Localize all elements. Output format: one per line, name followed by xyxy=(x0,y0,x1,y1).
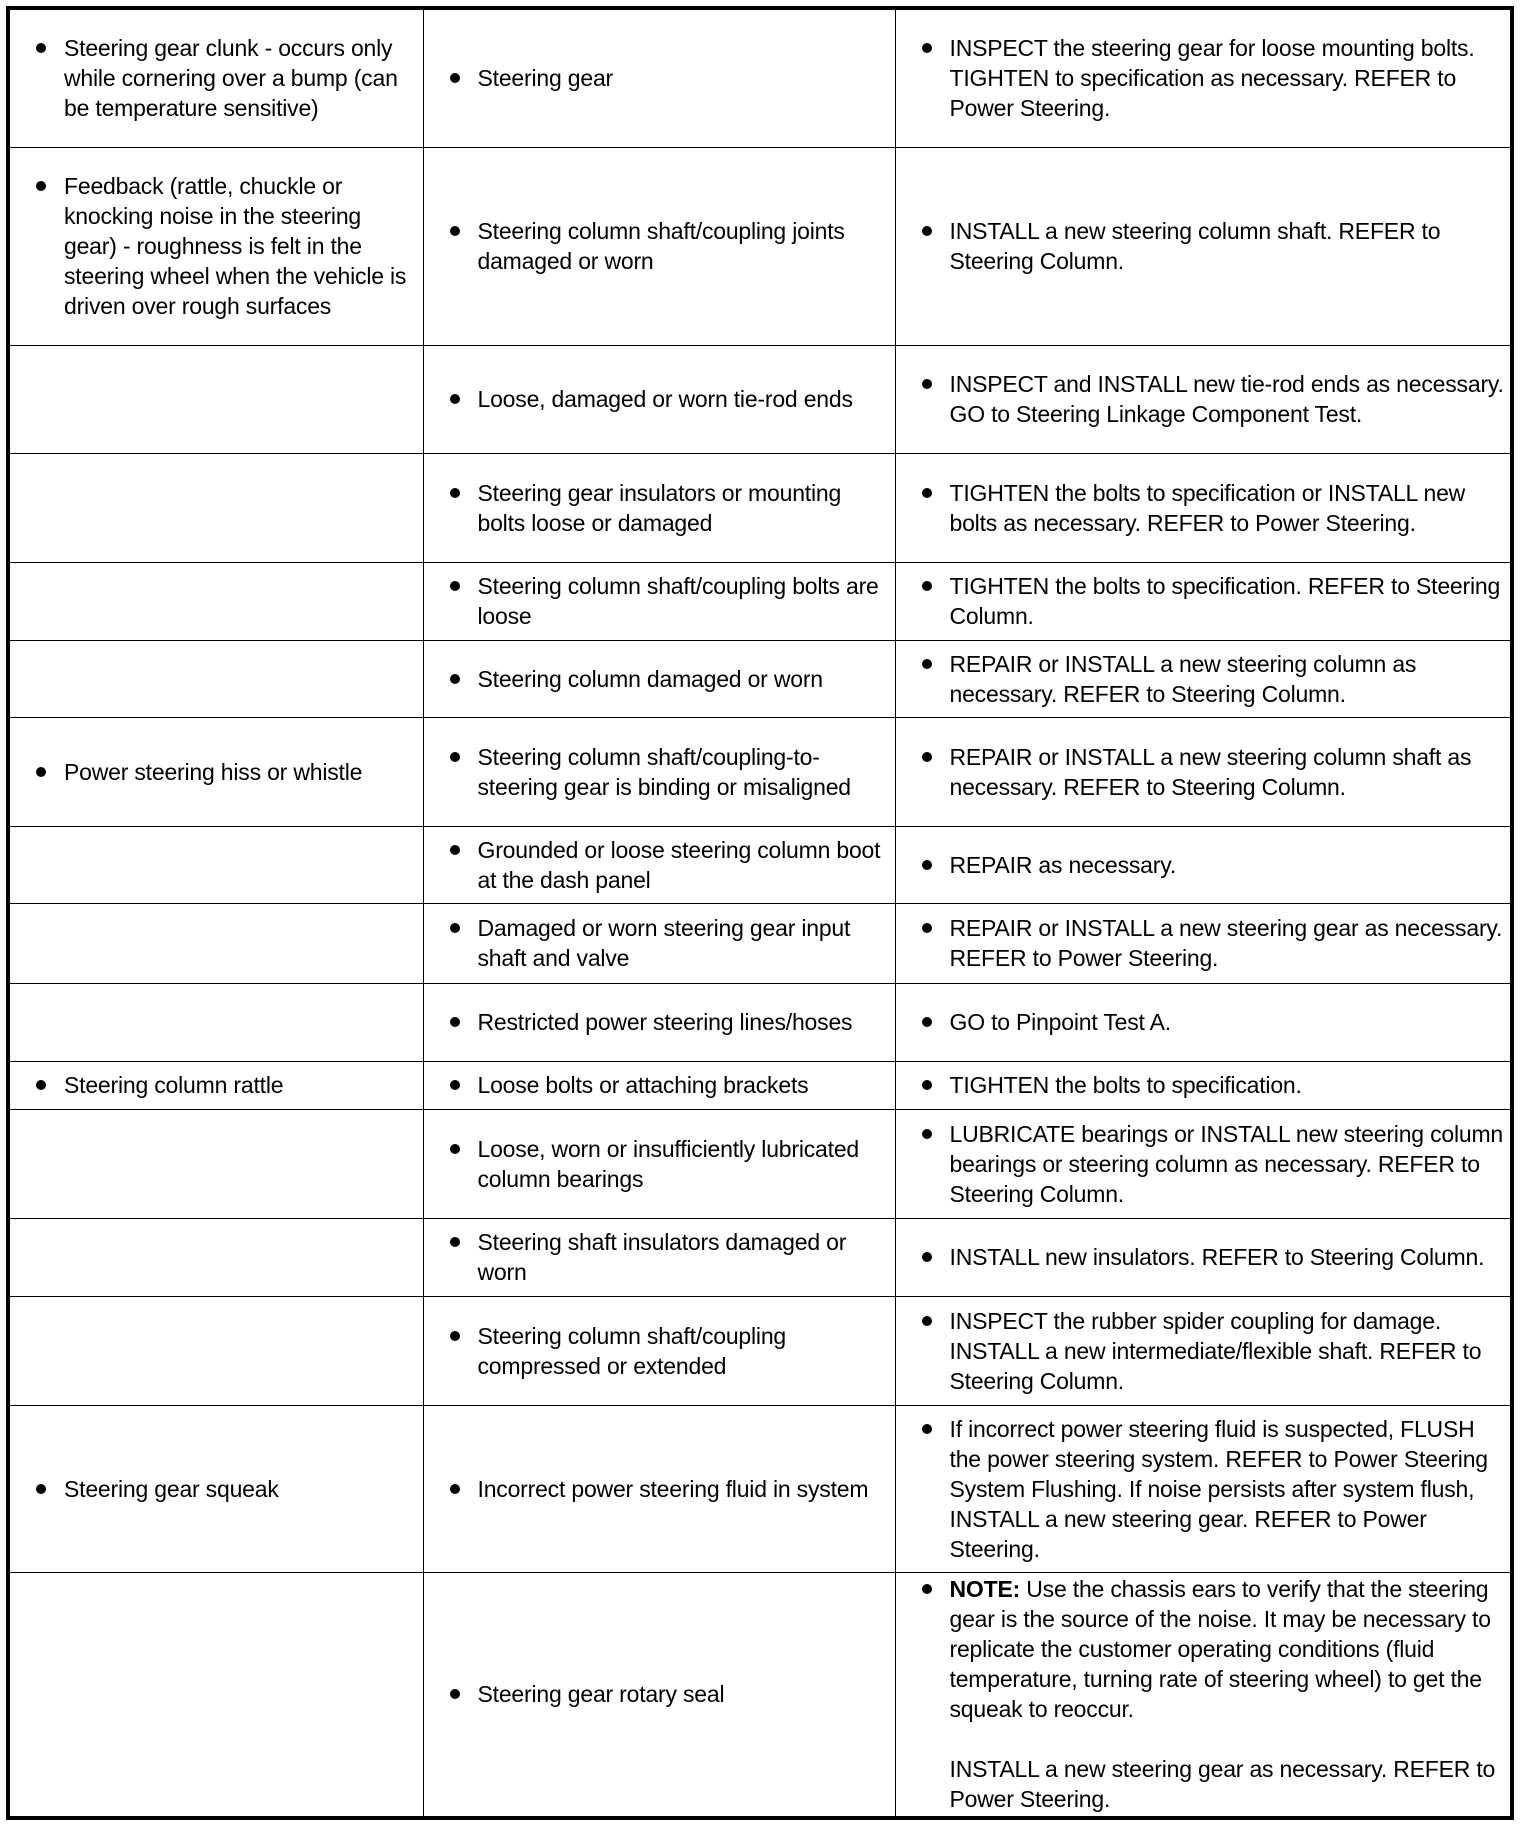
action-text: INSPECT the steering gear for loose mounting bolts. TIGHTEN to specification as necessary. REFER to Power Steering. xyxy=(949,35,1475,122)
bullet-icon xyxy=(922,1252,932,1262)
action-text: INSPECT and INSTALL new tie-rod ends as necessary. GO to Steering Linkage Component Test. xyxy=(949,371,1504,427)
cause-text: Steering gear rotary seal xyxy=(477,1681,725,1708)
cause-item xyxy=(424,1227,889,1287)
bullet-icon xyxy=(922,860,932,870)
note-label: NOTE: xyxy=(949,1576,1021,1603)
action-text: TIGHTEN the bolts to specification. REFER to Steering Column. xyxy=(949,573,1501,629)
cause-text: Steering shaft insulators damaged or worn xyxy=(477,1229,847,1285)
table-row xyxy=(8,717,1512,826)
cause-cell xyxy=(423,1572,895,1818)
action-cell xyxy=(895,147,1512,345)
cause-item xyxy=(424,478,889,538)
symptom-cell xyxy=(8,1405,423,1572)
cause-text: Steering column damaged or worn xyxy=(477,665,823,692)
action-cell xyxy=(895,1572,1512,1818)
symptom-text: Steering gear clunk - occurs only while cornering over a bump (can be temperature sensitive) xyxy=(64,35,398,122)
bullet-icon xyxy=(450,1017,460,1027)
symptom-text: Power steering hiss or whistle xyxy=(64,758,363,785)
action-item xyxy=(896,369,1505,429)
action-text: TIGHTEN the bolts to specification. xyxy=(949,1072,1302,1098)
cause-cell xyxy=(423,345,895,453)
action-text xyxy=(950,1574,1505,1814)
action-text: TIGHTEN the bolts to specification or INSTALL new bolts as necessary. REFER to Power Steering. xyxy=(949,479,1466,536)
bullet-icon xyxy=(922,379,932,389)
table-row xyxy=(8,983,1512,1061)
bullet-icon xyxy=(450,1237,460,1247)
cause-item xyxy=(424,835,889,895)
cause-cell xyxy=(423,1405,895,1572)
bullet-icon xyxy=(450,845,460,855)
bullet-icon xyxy=(450,1331,460,1341)
cause-cell xyxy=(423,1109,895,1218)
bullet-icon xyxy=(922,226,932,236)
cause-item xyxy=(424,1134,889,1194)
symptom-text: Feedback (rattle, chuckle or knocking noise in the steering gear) - roughness is felt in the steering wheel when the vehicle is driven over rough surfaces xyxy=(64,173,407,319)
symptom-item xyxy=(10,1474,417,1504)
bullet-icon xyxy=(450,1689,460,1699)
cause-item xyxy=(424,913,889,973)
symptom-cell xyxy=(8,1296,423,1405)
action-cell xyxy=(895,983,1512,1061)
bullet-icon xyxy=(450,752,460,762)
cause-cell xyxy=(423,903,895,983)
symptom-text: Steering gear squeak xyxy=(64,1475,279,1502)
action-item xyxy=(896,478,1505,538)
table-row xyxy=(8,8,1512,147)
table-row xyxy=(8,453,1512,562)
action-item xyxy=(896,1414,1505,1564)
symptom-cell xyxy=(8,640,423,717)
action-cell xyxy=(895,1109,1512,1218)
cause-text: Steering column shaft/coupling joints damaged or worn xyxy=(477,218,845,274)
action-text: INSTALL a new steering column shaft. REFER to Steering Column. xyxy=(949,218,1441,274)
action-cell xyxy=(895,8,1512,147)
action-text: If incorrect power steering fluid is suspected, FLUSH the power steering system. REFER to Power Steering System Flushing. If noise persists after system flush, INSTALL a new steering gear. REFER to Power Steering. xyxy=(949,1415,1488,1562)
cause-text: Loose, damaged or worn tie-rod ends xyxy=(477,386,853,412)
action-text: INSPECT the rubber spider coupling for damage. INSTALL a new intermediate/flexible shaft. REFER to Steering Column. xyxy=(949,1307,1482,1394)
bullet-icon xyxy=(922,1584,932,1594)
action-text: REPAIR or INSTALL a new steering column as necessary. REFER to Steering Column. xyxy=(949,650,1417,707)
cause-text: Grounded or loose steering column boot at the dash panel xyxy=(477,836,881,893)
action-item xyxy=(896,33,1505,123)
action-cell xyxy=(895,1061,1512,1109)
cause-cell xyxy=(423,562,895,640)
action-cell xyxy=(895,1296,1512,1405)
bullet-icon xyxy=(922,488,932,498)
cause-item xyxy=(424,1007,889,1037)
symptom-cell xyxy=(8,453,423,562)
action-text: REPAIR or INSTALL a new steering gear as necessary. REFER to Power Steering. xyxy=(949,915,1503,971)
bullet-icon xyxy=(36,767,46,777)
bullet-icon xyxy=(922,1017,932,1027)
cause-item xyxy=(424,63,889,93)
action-cell xyxy=(895,640,1512,717)
table-row xyxy=(8,1572,1512,1818)
note-text: Use the chassis ears to verify that the steering gear is the source of the noise. It may be necessary to replicate the customer operating conditions (fluid temperature, turning rate of steering wheel) to get the squeak to reoccur. xyxy=(949,1576,1491,1723)
bullet-icon xyxy=(922,659,932,669)
table-row xyxy=(8,1405,1512,1572)
bullet-icon xyxy=(450,73,460,83)
action-cell xyxy=(895,562,1512,640)
action-cell xyxy=(895,453,1512,562)
bullet-icon xyxy=(450,1484,460,1494)
cause-cell xyxy=(423,1061,895,1109)
action-text: REPAIR as necessary. xyxy=(949,851,1177,878)
table-row xyxy=(8,147,1512,345)
table-row xyxy=(8,1061,1512,1109)
cause-cell xyxy=(423,8,895,147)
bullet-icon xyxy=(922,1080,932,1090)
table-row xyxy=(8,640,1512,717)
table-row xyxy=(8,345,1512,453)
cause-item xyxy=(424,1321,889,1381)
cause-text: Restricted power steering lines/hoses xyxy=(477,1009,853,1035)
action-item xyxy=(896,1574,1505,1814)
action-item xyxy=(896,1007,1505,1037)
cause-item xyxy=(424,742,889,802)
action-item xyxy=(896,649,1505,709)
table-row xyxy=(8,1218,1512,1296)
action-text: INSTALL new insulators. REFER to Steering Column. xyxy=(949,1244,1485,1270)
bullet-icon xyxy=(450,488,460,498)
action-item xyxy=(896,571,1505,631)
action-item xyxy=(896,1242,1505,1272)
symptom-cell xyxy=(8,983,423,1061)
cause-item xyxy=(424,216,889,276)
bullet-icon xyxy=(922,1316,932,1326)
action-text: REPAIR or INSTALL a new steering column shaft as necessary. REFER to Steering Column. xyxy=(949,743,1472,800)
symptom-item xyxy=(10,171,417,321)
cause-cell xyxy=(423,453,895,562)
cause-cell xyxy=(423,147,895,345)
action-item xyxy=(896,1070,1505,1100)
action-cell xyxy=(895,903,1512,983)
action-cell xyxy=(895,1405,1512,1572)
bullet-icon xyxy=(36,1484,46,1494)
symptom-cell xyxy=(8,147,423,345)
cause-item xyxy=(424,571,889,631)
cause-text: Steering gear xyxy=(477,65,613,92)
symptom-cell xyxy=(8,1109,423,1218)
cause-cell xyxy=(423,640,895,717)
bullet-icon xyxy=(922,1424,932,1434)
cause-item xyxy=(424,1070,889,1100)
cause-item xyxy=(424,664,889,694)
table-row xyxy=(8,1296,1512,1405)
symptom-cell xyxy=(8,8,423,147)
bullet-icon xyxy=(450,1144,460,1154)
symptom-cell xyxy=(8,903,423,983)
action-item xyxy=(896,913,1505,973)
action-item xyxy=(896,742,1505,802)
table-row xyxy=(8,903,1512,983)
symptom-item xyxy=(10,757,417,787)
bullet-icon xyxy=(922,581,932,591)
bullet-icon xyxy=(450,581,460,591)
bullet-icon xyxy=(922,1129,932,1139)
cause-text: Steering column shaft/coupling compressed or extended xyxy=(477,1322,787,1379)
symptom-text: Steering column rattle xyxy=(64,1072,284,1098)
action-item xyxy=(896,850,1505,880)
bullet-icon xyxy=(922,752,932,762)
cause-text: Loose bolts or attaching brackets xyxy=(477,1072,809,1098)
bullet-icon xyxy=(922,923,932,933)
cause-item xyxy=(424,1474,889,1504)
symptom-item xyxy=(10,33,417,123)
symptom-cell xyxy=(8,1061,423,1109)
action-cell xyxy=(895,345,1512,453)
cause-item xyxy=(424,384,889,414)
action-item xyxy=(896,1306,1505,1396)
cause-text: Incorrect power steering fluid in system xyxy=(477,1475,869,1502)
bullet-icon xyxy=(36,43,46,53)
table-row xyxy=(8,826,1512,903)
symptom-cell xyxy=(8,826,423,903)
symptom-cell xyxy=(8,345,423,453)
symptom-cell xyxy=(8,1218,423,1296)
cause-cell xyxy=(423,983,895,1061)
cause-item xyxy=(424,1679,889,1709)
table-row xyxy=(8,1109,1512,1218)
action-text: GO to Pinpoint Test A. xyxy=(949,1009,1171,1035)
bullet-icon xyxy=(36,181,46,191)
bullet-icon xyxy=(450,923,460,933)
cause-cell xyxy=(423,717,895,826)
action-cell xyxy=(895,717,1512,826)
symptom-item xyxy=(10,1070,417,1100)
bullet-icon xyxy=(450,226,460,236)
bullet-icon xyxy=(450,674,460,684)
bullet-icon xyxy=(450,1080,460,1090)
bullet-icon xyxy=(36,1080,46,1090)
steering-noise-diagnosis-table xyxy=(6,6,1514,1820)
cause-cell xyxy=(423,1218,895,1296)
bullet-icon xyxy=(922,43,932,53)
table-row xyxy=(8,562,1512,640)
symptom-cell xyxy=(8,562,423,640)
cause-text: Steering column shaft/coupling bolts are loose xyxy=(477,573,879,629)
action-item xyxy=(896,1119,1505,1209)
symptom-cell xyxy=(8,1572,423,1818)
cause-text: Steering gear insulators or mounting bolts loose or damaged xyxy=(477,479,842,536)
action-cell xyxy=(895,826,1512,903)
cause-cell xyxy=(423,1296,895,1405)
cause-text: Steering column shaft/coupling-to-steering gear is binding or misaligned xyxy=(477,743,851,800)
cause-cell xyxy=(423,826,895,903)
action-cell xyxy=(895,1218,1512,1296)
bullet-icon xyxy=(450,394,460,404)
action-text: LUBRICATE bearings or INSTALL new steering column bearings or steering column as necessary. REFER to Steering Column. xyxy=(949,1120,1504,1207)
action-text-2: INSTALL a new steering gear as necessary. REFER to Power Steering. xyxy=(949,1756,1496,1813)
cause-text: Damaged or worn steering gear input shaft and valve xyxy=(477,915,851,971)
action-item xyxy=(896,216,1505,276)
cause-text: Loose, worn or insufficiently lubricated column bearings xyxy=(477,1135,860,1192)
symptom-cell xyxy=(8,717,423,826)
